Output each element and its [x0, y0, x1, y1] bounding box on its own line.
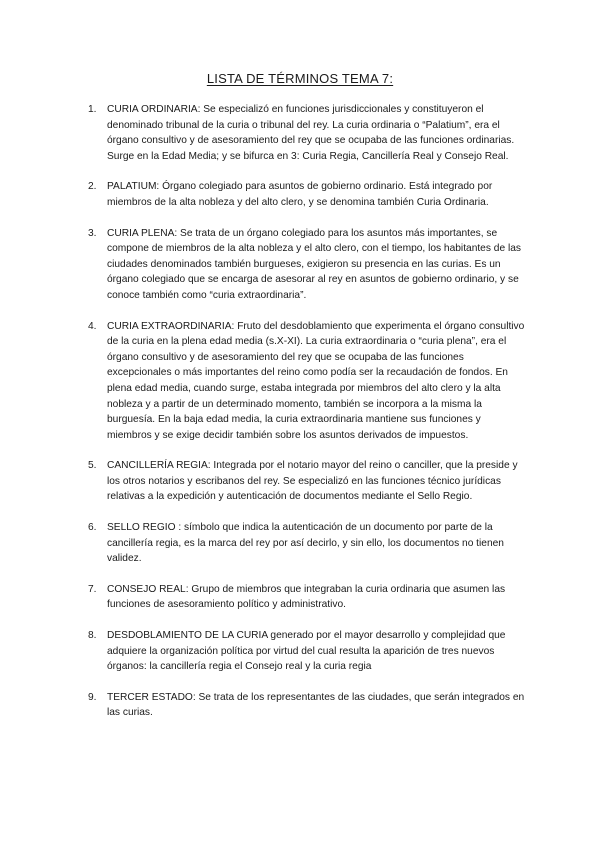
- item-text: CURIA EXTRAORDINARIA: Fruto del desdoblamiento que experimenta el órgano consultivo de la curia en la plena edad media (s.X-XI). La curia extraordinaria o “curia plena”, era el órgano consultivo y de asesoramiento del rey que se ocupaba de las funciones excepcionales o más importantes del reino como podía ser la recaudación de fondos. En plena edad media, cuando surge, estaba integrada por miembros del alto clero y la alta nobleza y a partir de un determinado momento, también se incorpora a la misma la burguesía. En la baja edad media, la curia extraordinaria mantiene sus funciones y miembros y se exige decidir también sobre los asuntos derivados de impuestos.: [107, 320, 525, 441]
- list-item: [0, 102, 527, 164]
- item-number: 2.: [88, 181, 97, 193]
- document-title: LISTA DE TÉRMINOS TEMA 7:: [206, 71, 394, 86]
- list-item: [0, 179, 527, 210]
- item-number: 4.: [88, 320, 97, 332]
- list-item: [0, 690, 527, 721]
- item-text: CURIA ORDINARIA: Se especializó en funciones jurisdiccionales y constituyeron el denominado tribunal de la curia o tribunal del rey. La curia ordinaria o “Palatium”, era el órgano consultivo y de asesoramiento del rey que se ocupaba de las funciones ordinarias. Surge en la Edad Media; y se bifurca en 3: Curia Regia, Cancillería Real y Consejo Real.: [107, 104, 515, 162]
- item-text: CURIA PLENA: Se trata de un órgano colegiado para los asuntos más importantes, se compone de miembros de la alta nobleza y el alto clero, con el tiempo, los habitantes de las ciudades denominados también burgueses, exigieron su presencia en las curias. Es un órgano colegiado que se encarga de asesorar al rey en asuntos de gobierno ordinario, y se conoce también como “curia extraordinaria”.: [107, 227, 521, 301]
- item-text: TERCER ESTADO: Se trata de los representantes de las ciudades, que serán integrados en las curias.: [107, 691, 525, 719]
- item-number: 6.: [88, 522, 97, 534]
- list-item: [0, 458, 527, 505]
- list-item: [0, 319, 527, 444]
- item-text: CONSEJO REAL: Grupo de miembros que integraban la curia ordinaria que asumen las funciones de asesoramiento político y administrativo.: [107, 583, 506, 611]
- item-number: 8.: [88, 630, 97, 642]
- item-text: CANCILLERÍA REGIA: Integrada por el notario mayor del reino o canciller, que la preside y los otros notarios y escribanos del rey. Se especializó en las funciones técnico jurídicas relativas a la expedición y autenticación de documentos mediante el Sello Regio.: [107, 460, 518, 503]
- list-item: [0, 628, 527, 675]
- item-number: 3.: [88, 227, 97, 239]
- item-number: 7.: [88, 583, 97, 595]
- list-item: [0, 226, 527, 304]
- item-text: PALATIUM: Órgano colegiado para asuntos de gobierno ordinario. Está integrado por miembros de la alta nobleza y del alto clero, y se denomina también Curia Ordinaria.: [107, 181, 493, 208]
- item-number: 9.: [88, 691, 97, 703]
- item-text: SELLO REGIO : símbolo que indica la autenticación de un documento por parte de la cancillería regia, es la marca del rey por así decirlo, y sin ello, los documentos no tienen validez.: [107, 522, 504, 565]
- item-text: DESDOBLAMIENTO DE LA CURIA generado por el mayor desarrollo y complejidad que adquiere la organización política por virtud del cual resulta la aparición de tres nuevos órganos: la cancillería regia el Consejo real y la curia regia: [107, 630, 506, 673]
- list-item: [0, 520, 527, 567]
- item-number: 1.: [88, 104, 97, 115]
- list-item: [0, 582, 527, 613]
- item-number: 5.: [88, 460, 97, 472]
- terms-list: [0, 102, 600, 736]
